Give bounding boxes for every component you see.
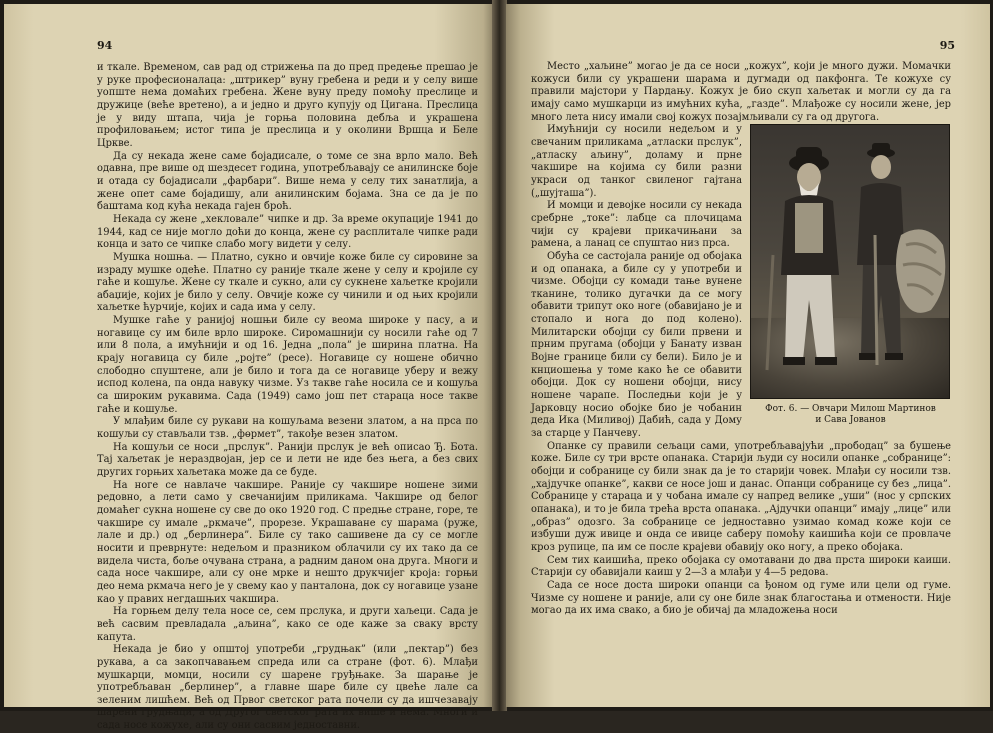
paragraph: У млађим биле су рукави на кошуљама везени златом, а на прса по кошуљи су стављали тзв. „фөрмет”, такође везен златом.: [97, 416, 478, 441]
right-page-text: [531, 61, 951, 618]
left-page: [4, 4, 493, 732]
paragraph: и ткале. Временом, сав рад од стрижења па до пред предење прешао је у руке професионалаца: „штрикер” вуну гребена и реди и у селу више уопште нема домаћих гребена. Жене вуну преду помоћу преслице и дружице (веће вретено), а и једно и друго купују од Цигана. Преслица је у виду штапа, чија је горња половина дебља и украшена профиловањем; истог типа је преслица и у околини Вршца и Беле Цркве.: [97, 62, 478, 149]
paragraph: Сем тих каишића, преко обојака су омотавани до два прста широки каиши. Старији су обавијали каиш у 2—3 а млађи у 4—5 редова.: [531, 554, 951, 579]
figure: [750, 124, 951, 426]
paragraph: И момци и девојке носили су некада сребрне „токе”: лабце са плочицама чији су крајеви прикачињани за рамена, а ланац се спуштао низ прса.: [531, 200, 742, 250]
paragraph: Мушке гаће у ранијој ношњи биле су веома широке у пасу, а и ногавице су им биле врло широке. Сиромашнији су носили гаће од 7 или 8 пола, а имућнији и од 16. Једна „пола” је ширина платна. На крају ногавица су биле „ројте” (ресе). Ногавице су ношене обично слободно спуштене, али је било и тога да се ногавице уберу и вежу испод колена, па онда навуку чизме. Уз такве гаће носила се и кошуља са широким рукавима. Сада (1949) само још пет стараца носе такве гаће и кошуље.: [97, 315, 478, 415]
photo-two-shepherds: [750, 124, 950, 399]
page-number: 95: [939, 39, 955, 52]
right-page: [506, 4, 990, 707]
paragraph: Некада је био у општој употреби „грудњак” (или „пектар”) без рукава, а са закопчавањем спреда или са стране (фот. 6). Млађи мушкарци, момци, носили су шарене груђњаке. За шарање је употребљаван „берлинер”, а главне шаре биле су цвеће лале са зеленим лишћем. Већ од Првог светског рата почели су да ишчезавају шарени грудњаци, а од Другог светског рата их више и нема. Многи и сада носе кожухе, али су они сасвим једноставни.: [97, 644, 478, 732]
paragraph: На ноге се навлаче чакшире. Раније су чакшире ношене зими редовно, а лети само у свечанијим приликама. Чакшире од белог домаћег сукна ношене су све до око 1920 год. С предње стране, горе, те чакшире су имале „ркмаче”, прорезе. Украшаване су шарама (руже, лале и др.) од „берлинера”. Биле су тако сашивене да су се могле носити и преврнуте: недељом и празником облачили су их тако да се видела чиста, боље очувана страна, а радним даном она друга. Многи и сада носе чакшире, али су оне мрке и нешто друкчијег кроја: горњи део нема ркмача него је у свему као у панталона, док су ногавице узане као у правих негдашњих чакшира.: [97, 479, 478, 605]
paragraph: На кошуљи се носи „прслук”. Ранији прслук је већ описао Ђ. Бота. Тај хаљетак је нераздвојан, јер се и лети не иде без њега, а без свих других горњих хаљетака може да се буде.: [97, 441, 478, 478]
page-number: 94: [97, 39, 113, 52]
paragraph: Место „хаљине” могао је да се носи „кожух”, који је много дужи. Момачки кожуси били су украшени шарама и дугмади од пакфонга. Те кожухе су правили мајстори у Пардању. Кожух је био скуп хаљетак и могли су да га имају само мушкарци из имућних кућа, „газде”. Млађоже су носили жене, јер много лета нису имали свој кожух позајмљивали су га од другога.: [531, 61, 951, 123]
photo-caption: [750, 404, 951, 426]
paragraph: Опанке су правили сељаци сами, употребљавајући „прободац” за бушење коже. Биле су три врсте опанака. Старији људи су носили опанке „собранице”: обојци и собранице су били знак да је то старији човек. Млађи су носили тзв. „хајдучке опанке”, какви се носе још и данас. Опанци собранице су без „лица”. Собранице у стараца и у чобана имале су напред велике „уши” (нос у српских опанака), и то је била трећа врста опанака. „Ајдучки опанци” имају „лице” или „образ” одозго. За собранице се једноставно узимао комад коже који се избуши дуж ивице и онда се ивице саберу помоћу каишића који се провлаче кроз рупице, па им се после крајеви обавију око ногу, а преко обојака.: [531, 440, 951, 553]
paragraph: Обућа се састојала раније од обојака и од опанака, а биле су у употреби и чизме. Обојци су комади тање вунене тканине, толико дугачки да се могу обавити трипут око ноге (обавијано је и стопало и нога до под колено). Милитарски обојци су били првени и прним пругама (обојци у Банату изван Војне границе били су бели). Било је и кнциошења у томе како ће се обавити обојци. Док су ношени обојци, нису ношене чарапе. Последњи који је у Јарковцу носио обојке био је чобанин деда Ика (Миливој) Дабић, сада у Дому за старце у Панчеву.: [531, 250, 742, 440]
book-gutter: [492, 0, 507, 711]
caption-line: Фот. 6. — Овчари Милош Мартинов: [765, 404, 936, 415]
photo-wrap-section: [531, 124, 951, 440]
paragraph: Сада се носе доста широки опанци са ђоном од гуме или цели од гуме. Чизме су ношене и раније, али су оне биле знак благостања и отмености. Није могао да их има свако, а био је обичај да младожења носи: [531, 579, 951, 617]
left-page-text: [97, 62, 478, 733]
caption-line: и Сава Јованов: [815, 415, 886, 426]
paragraph: Некада су жене „хекловале” чипке и др. За време окупације 1941 до 1944, кад се није могло доћи до конца, жене су расплитале чипке ради конца и зато се чипке слабо могу видети у селу.: [97, 213, 478, 251]
paragraph: Имућнији су носили недељом и у свечаним приликама „атласки прслук”, „атласку аљину”, доламу и прне чакшире на којима су били разни украси од танког свиленог гајтана („шујташа”).: [531, 124, 742, 199]
shepherds-illustration: [751, 125, 949, 398]
paragraph: На горњем делу тела носе се, сем прслука, и други хаљеци. Сада је већ сасвим превладала „аљина”, како се оде каже за сваку врсту капута.: [97, 606, 478, 643]
paragraph: Мушка ношња. — Платно, сукно и овчије коже биле су сировине за израду мушке одеће. Платно су раније ткале жене у селу и кројиле су гаће и кошуље. Жене су ткале и сукно, али су сукнене хаљетке кројили абаџије, којих је било у селу. Овчије коже су чинили и од њих кројили хаљетке ћурчије, којих и сада има у селу.: [97, 251, 478, 314]
paragraph: Да су некада жене саме бојадисале, о томе се зна врло мало. Већ одавна, пре више од шездесет година, употребљавају се анилинске боје и отада су бојадисали „фарбари”. Више нема у селу тих занатлија, а жене опет саме бојадишу, али анилинским бојама. Зна се да је по баштама код кућа некада гајен броћ.: [97, 150, 478, 213]
